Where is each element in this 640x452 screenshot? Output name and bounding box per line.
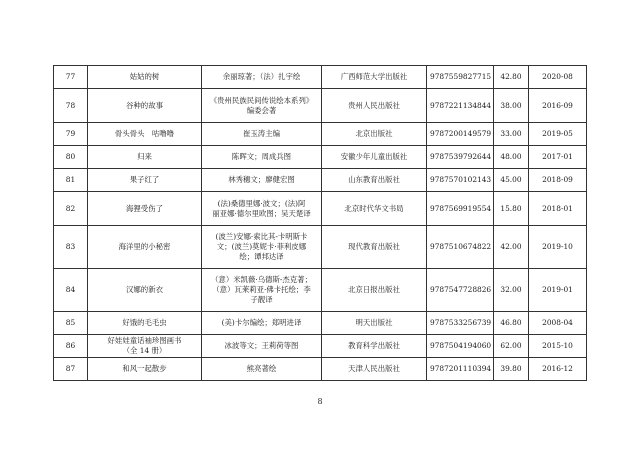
price-cell: 62.00 — [494, 335, 529, 358]
table-row — [54, 146, 587, 169]
author-cell: 崔玉涛主编 — [202, 123, 322, 146]
isbn-cell: 9787539792644 — [427, 146, 494, 169]
row-number-cell: 87 — [54, 358, 88, 381]
publisher-cell: 天津人民出版社 — [322, 358, 427, 381]
table-row — [54, 89, 587, 123]
isbn-cell: 9787559827715 — [427, 66, 494, 89]
page-number: 8 — [317, 397, 323, 406]
publish-date-cell: 2017-01 — [529, 146, 587, 169]
book-title-cell: 姑姑的树 — [88, 66, 202, 89]
isbn-cell: 9787510674822 — [427, 226, 494, 269]
isbn-cell: 9787547728826 — [427, 269, 494, 312]
publish-date-cell: 2016-09 — [529, 89, 587, 123]
author-cell: 熊亮著绘 — [202, 358, 322, 381]
row-number-cell: 81 — [54, 169, 88, 192]
publish-date-cell: 2019-10 — [529, 226, 587, 269]
publisher-cell: 现代教育出版社 — [322, 226, 427, 269]
author-cell: （意）米凯薇·乌德斯-杰克著； （意）瓦莱莉亚·佛卡托绘；李 子靓译 — [202, 269, 322, 312]
row-number-cell: 78 — [54, 89, 88, 123]
publisher-cell: 北京日报出版社 — [322, 269, 427, 312]
price-cell: 32.00 — [494, 269, 529, 312]
book-title-cell: 归来 — [88, 146, 202, 169]
isbn-cell: 9787533256739 — [427, 312, 494, 335]
book-title-cell: 汉娜的新衣 — [88, 269, 202, 312]
table-row — [54, 335, 587, 358]
price-cell: 33.00 — [494, 123, 529, 146]
isbn-cell: 9787221134844 — [427, 89, 494, 123]
publish-date-cell: 2020-08 — [529, 66, 587, 89]
table-row — [54, 269, 587, 312]
table-row — [54, 123, 587, 146]
row-number-cell: 85 — [54, 312, 88, 335]
table-row — [54, 358, 587, 381]
row-number-cell: 82 — [54, 192, 88, 226]
book-title-cell: 骨头骨头 咕噜噜 — [88, 123, 202, 146]
row-number-cell: 79 — [54, 123, 88, 146]
publish-date-cell: 2008-04 — [529, 312, 587, 335]
author-cell: 《贵州民族民间传说绘本系列》 编委会著 — [202, 89, 322, 123]
row-number-cell: 80 — [54, 146, 88, 169]
publish-date-cell: 2016-12 — [529, 358, 587, 381]
price-cell: 15.80 — [494, 192, 529, 226]
table-row — [54, 66, 587, 89]
publish-date-cell: 2019-05 — [529, 123, 587, 146]
table-row — [54, 226, 587, 269]
book-title-cell: 好饿的毛毛虫 — [88, 312, 202, 335]
book-title-cell: 好娃娃童话袖珍图画书 （全 14 册） — [88, 335, 202, 358]
publisher-cell: 广西师范大学出版社 — [322, 66, 427, 89]
book-list-table — [53, 65, 587, 381]
publisher-cell: 山东教育出版社 — [322, 169, 427, 192]
author-cell: (法)桑德里娜·波文；(法)阿 丽亚娜·德尔里欧图；吴天楚译 — [202, 192, 322, 226]
publisher-cell: 贵州人民出版社 — [322, 89, 427, 123]
author-cell: 余丽琼著；（法）扎宇绘 — [202, 66, 322, 89]
author-cell: (美)卡尔编绘；郑明进译 — [202, 312, 322, 335]
price-cell: 48.00 — [494, 146, 529, 169]
publish-date-cell: 2015-10 — [529, 335, 587, 358]
publish-date-cell: 2018-01 — [529, 192, 587, 226]
publisher-cell: 安徽少年儿童出版社 — [322, 146, 427, 169]
publisher-cell: 教育科学出版社 — [322, 335, 427, 358]
isbn-cell: 9787201110394 — [427, 358, 494, 381]
row-number-cell: 77 — [54, 66, 88, 89]
book-title-cell: 海狸受伤了 — [88, 192, 202, 226]
book-title-cell: 和风一起散步 — [88, 358, 202, 381]
table-row — [54, 169, 587, 192]
publish-date-cell: 2018-09 — [529, 169, 587, 192]
table-row — [54, 192, 587, 226]
isbn-cell: 9787504194060 — [427, 335, 494, 358]
isbn-cell: 9787200149579 — [427, 123, 494, 146]
price-cell: 46.80 — [494, 312, 529, 335]
table-body — [54, 66, 587, 381]
table-row — [54, 312, 587, 335]
isbn-cell: 9787570102143 — [427, 169, 494, 192]
book-title-cell: 谷种的故事 — [88, 89, 202, 123]
author-cell: (波兰)安娜·索比其-卡明斯卡 文；(波兰)莫妮卡·菲利皮娜 绘；谭邦达译 — [202, 226, 322, 269]
row-number-cell: 83 — [54, 226, 88, 269]
publisher-cell: 明天出版社 — [322, 312, 427, 335]
author-cell: 陈晖文；周成兵图 — [202, 146, 322, 169]
price-cell: 45.00 — [494, 169, 529, 192]
author-cell: 冰波等文；王莉荷等图 — [202, 335, 322, 358]
book-title-cell: 果子红了 — [88, 169, 202, 192]
book-title-cell: 海洋里的小秘密 — [88, 226, 202, 269]
row-number-cell: 86 — [54, 335, 88, 358]
isbn-cell: 9787569919554 — [427, 192, 494, 226]
price-cell: 39.80 — [494, 358, 529, 381]
publisher-cell: 北京出版社 — [322, 123, 427, 146]
price-cell: 42.80 — [494, 66, 529, 89]
publish-date-cell: 2019-01 — [529, 269, 587, 312]
publisher-cell: 北京时代华文书局 — [322, 192, 427, 226]
price-cell: 42.00 — [494, 226, 529, 269]
price-cell: 38.00 — [494, 89, 529, 123]
row-number-cell: 84 — [54, 269, 88, 312]
author-cell: 林秀穗文；廖健宏图 — [202, 169, 322, 192]
